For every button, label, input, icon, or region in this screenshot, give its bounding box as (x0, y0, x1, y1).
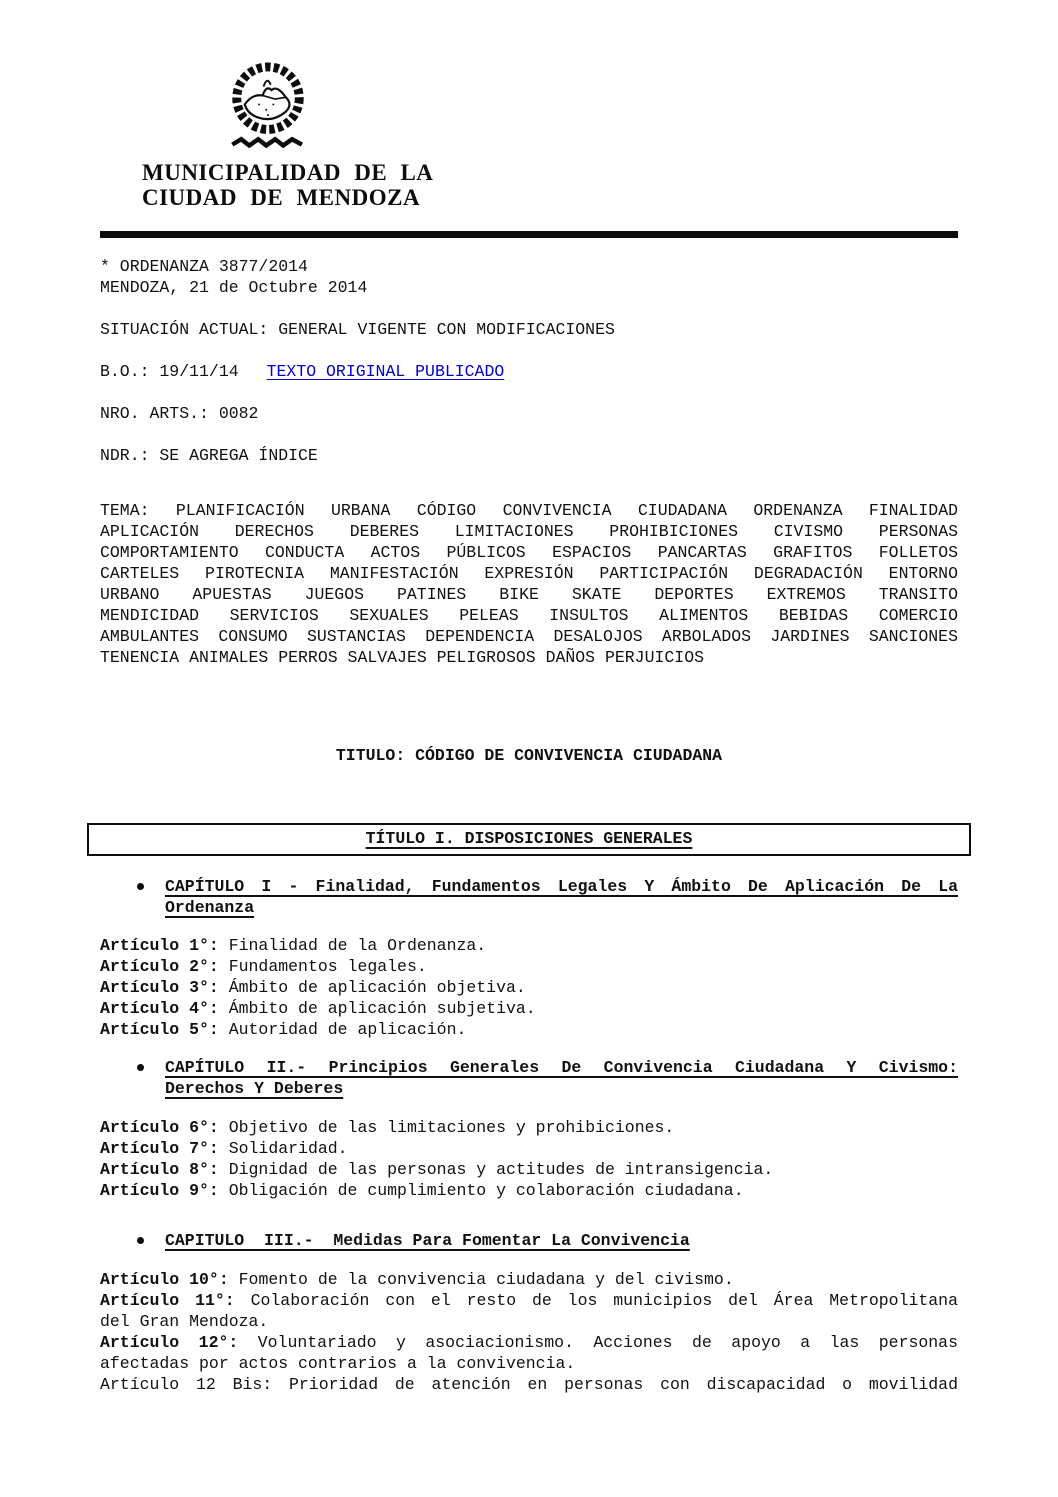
article-line (100, 1117, 958, 1138)
bullet-icon (137, 883, 144, 890)
article-text: Colaboración con el resto de los municipios del Área Metropolitana (234, 1291, 958, 1310)
chapter-heading-line: CAPÍTULO II.- Principios Generales De Convivencia Ciudadana Y Civismo: (165, 1058, 958, 1077)
article-text: Obligación de cumplimiento y colaboración ciudadana. (218, 1181, 744, 1200)
article-label: Artículo 2°: (100, 957, 219, 976)
article-line (100, 1269, 958, 1290)
org-name-line1: MUNICIPALIDAD DE LA (142, 160, 434, 185)
doc-header (100, 0, 958, 210)
coat-of-arms-icon (223, 58, 313, 158)
chapter-heading-line: CAPITULO III.- Medidas Para Fomentar La Convivencia (165, 1231, 690, 1250)
article-text: Voluntariado y asociacionismo. Acciones de apoyo a las personas (238, 1333, 958, 1352)
article-text: Solidaridad. (218, 1139, 348, 1158)
article-line (100, 977, 958, 998)
status-line: SITUACIÓN ACTUAL: GENERAL VIGENTE CON MODIFICACIONES (100, 320, 615, 339)
document-title: TITULO: CÓDIGO DE CONVIVENCIA CIUDADANA (335, 746, 723, 765)
ordinance-number-line: * ORDENANZA 3877/2014 (100, 257, 308, 276)
bullet-icon (137, 1064, 144, 1071)
article-line (100, 1159, 958, 1180)
chapter-1-heading (165, 876, 958, 918)
article-label: Artículo 8°: (100, 1160, 219, 1179)
chapter-2-articles (100, 1117, 958, 1201)
tema-line: APLICACIÓN DERECHOS DEBERES LIMITACIONES PROHIBICIONES CIVISMO PERSONAS (100, 522, 958, 541)
tema-line: TENENCIA ANIMALES PERROS SALVAJES PELIGROSOS DAÑOS PERJUICIOS (100, 648, 704, 667)
article-line (100, 1374, 958, 1395)
tema-line: URBANO APUESTAS JUEGOS PATINES BIKE SKATE DEPORTES EXTREMOS TRANSITO (100, 585, 958, 604)
article-text: Ámbito de aplicación objetiva. (218, 978, 526, 997)
article-label: Artículo 6°: (100, 1118, 219, 1137)
article-text: Fundamentos legales. (218, 957, 427, 976)
chapter-1-articles (100, 935, 958, 1040)
article-line (100, 956, 958, 977)
article-text: Autoridad de aplicación. (218, 1020, 467, 1039)
spacer (100, 382, 958, 403)
article-line (100, 1138, 958, 1159)
chapter-heading-line: Ordenanza (165, 898, 255, 917)
bullet-icon (137, 1237, 144, 1244)
article-label: Artículo 1°: (100, 936, 219, 955)
article-text: Fomento de la convivencia ciudadana y del civismo. (228, 1270, 734, 1289)
article-text: Ámbito de aplicación subjetiva. (218, 999, 536, 1018)
article-label: Artículo 5°: (100, 1020, 219, 1039)
spacer (100, 340, 958, 361)
tema-line: COMPORTAMIENTO CONDUCTA ACTOS PÚBLICOS ESPACIOS PANCARTAS GRAFITOS FOLLETOS (100, 543, 958, 562)
spacer (100, 298, 958, 319)
chapter-3-articles (100, 1269, 958, 1395)
articles-count-line: NRO. ARTS.: 0082 (100, 404, 259, 423)
article-label: Artículo 9°: (100, 1181, 219, 1200)
article-label: Artículo 4°: (100, 999, 219, 1018)
chapter-1-section (100, 876, 958, 1040)
chapter-3-heading (165, 1230, 958, 1251)
article-line (100, 935, 958, 956)
article-label: Artículo 12 Bis: (100, 1375, 273, 1394)
article-label: Artículo 7°: (100, 1139, 219, 1158)
header-rule (100, 231, 958, 238)
article-label: Artículo 3°: (100, 978, 219, 997)
chapter-heading-line: Derechos Y Deberes (165, 1079, 344, 1098)
municipality-logo (142, 58, 434, 210)
article-continuation-line: afectadas por actos contrarios a la convivencia. (100, 1354, 576, 1373)
article-label: Artículo 11°: (100, 1291, 235, 1310)
meta-block (100, 256, 958, 466)
spacer (100, 424, 958, 445)
place-date-line: MENDOZA, 21 de Octubre 2014 (100, 278, 368, 297)
article-label: Artículo 12°: (100, 1333, 239, 1352)
ndr-line: NDR.: SE AGREGA ÍNDICE (100, 446, 318, 465)
title-i-box (87, 823, 971, 856)
article-text: Prioridad de atención en personas con discapacidad o movilidad (272, 1375, 958, 1394)
article-text: Dignidad de las personas y actitudes de intransigencia. (218, 1160, 774, 1179)
title-i-text: TÍTULO I. DISPOSICIONES GENERALES (365, 829, 693, 848)
chapter-2-section (100, 1057, 958, 1201)
chapter-2-heading (165, 1057, 958, 1099)
org-name-line2: CIUDAD DE MENDOZA (142, 185, 421, 210)
article-label: Artículo 10°: (100, 1270, 229, 1289)
bo-label: B.O.: 19/11/14 (100, 362, 239, 381)
original-text-link[interactable]: TEXTO ORIGINAL PUBLICADO (266, 362, 505, 381)
article-line (100, 1180, 958, 1201)
article-line (100, 1332, 958, 1353)
tema-line: AMBULANTES CONSUMO SUSTANCIAS DEPENDENCIA DESALOJOS ARBOLADOS JARDINES SANCIONES (100, 627, 958, 646)
article-line (100, 1290, 958, 1311)
article-continuation-line: del Gran Mendoza. (100, 1312, 269, 1331)
tema-line: MENDICIDAD SERVICIOS SEXUALES PELEAS INSULTOS ALIMENTOS BEBIDAS COMERCIO (100, 606, 958, 625)
tema-paragraph (100, 500, 958, 668)
article-line (100, 1019, 958, 1040)
chapter-3-section (100, 1230, 958, 1395)
tema-line: CARTELES PIROTECNIA MANIFESTACIÓN EXPRESIÓN PARTICIPACIÓN DEGRADACIÓN ENTORNO (100, 564, 958, 583)
bo-line (100, 361, 958, 382)
chapter-heading-line: CAPÍTULO I - Finalidad, Fundamentos Legales Y Ámbito De Aplicación De La (165, 877, 958, 896)
tema-line: TEMA: PLANIFICACIÓN URBANA CÓDIGO CONVIVENCIA CIUDADANA ORDENANZA FINALIDAD (100, 501, 958, 520)
article-text: Finalidad de la Ordenanza. (218, 936, 487, 955)
article-text: Objetivo de las limitaciones y prohibiciones. (218, 1118, 675, 1137)
article-line (100, 998, 958, 1019)
